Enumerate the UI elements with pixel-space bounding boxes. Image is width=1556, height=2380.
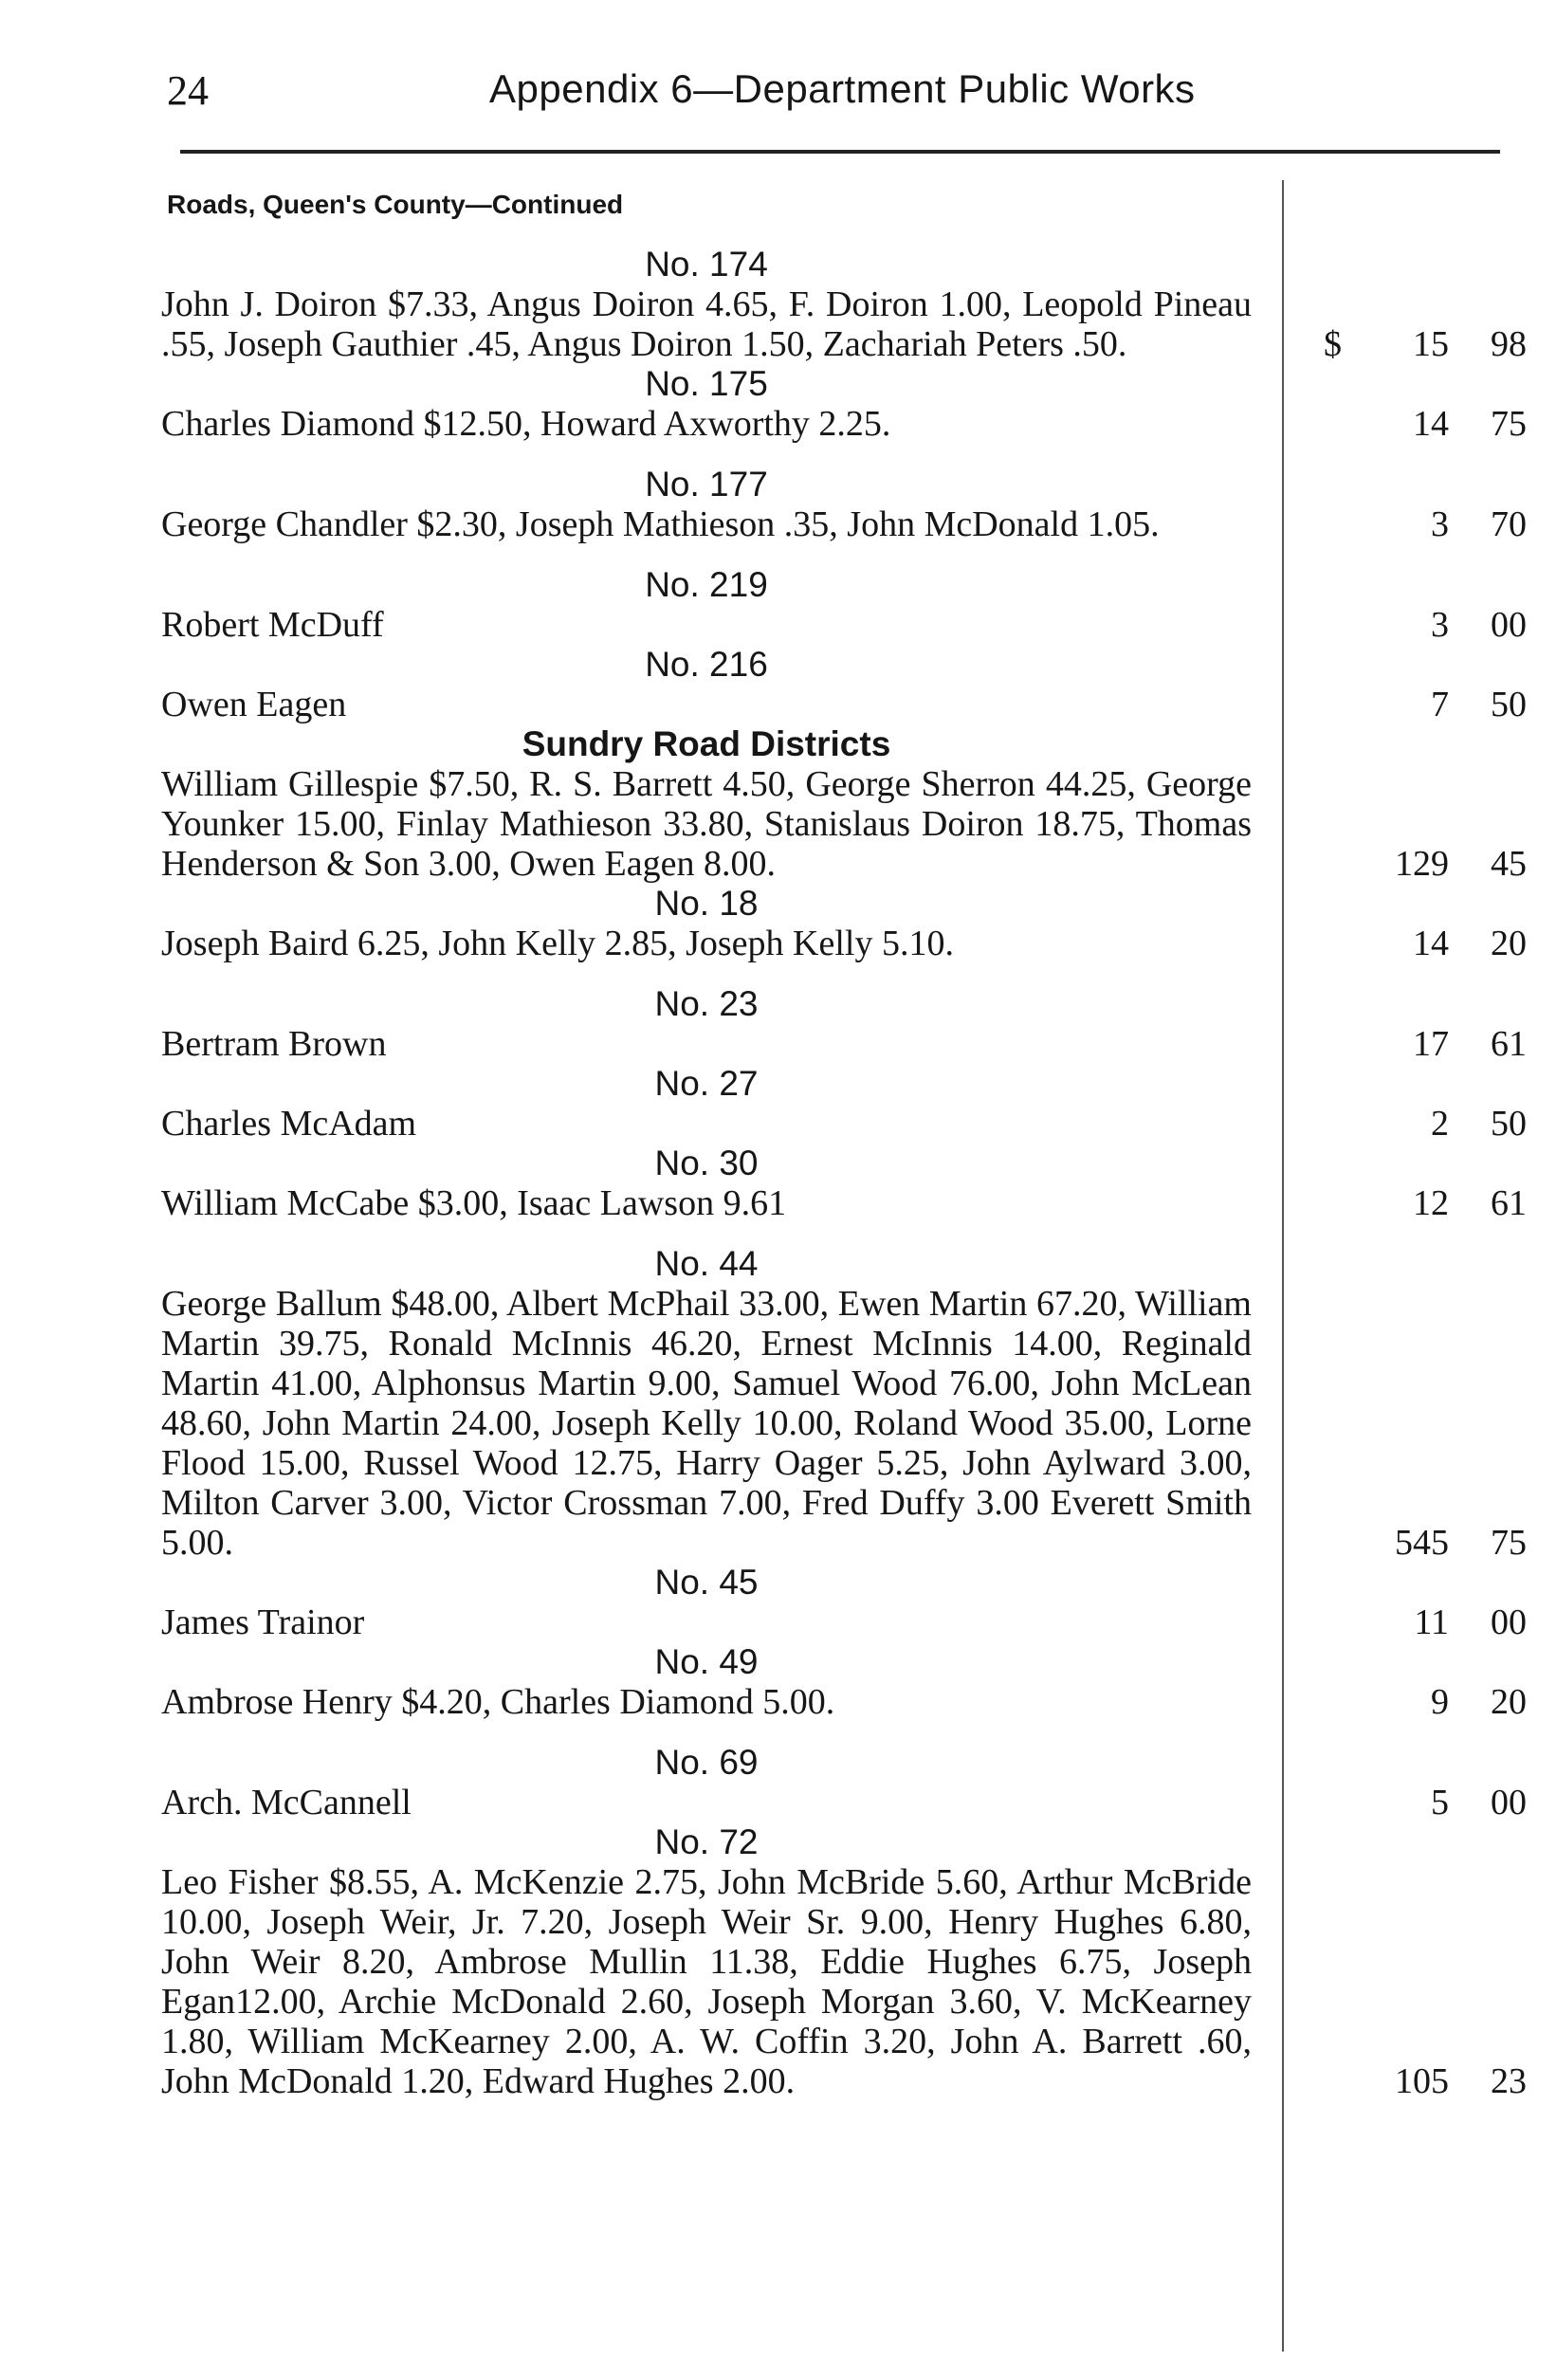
entry-heading: No. 216	[645, 645, 768, 684]
amount-cents: 00	[1491, 1602, 1527, 1642]
entry-gap	[161, 544, 1527, 565]
amount-cents: 61	[1491, 1024, 1527, 1064]
entry-body	[161, 1862, 1527, 2101]
entry-heading: No. 175	[645, 364, 768, 403]
amount-dollars: 17	[1413, 1024, 1449, 1064]
entry-text: John J. Doiron $7.33, Angus Doiron 4.65, F. Doiron 1.00, Leopold Pineau .55, Joseph Gauthier .45, Angus Doiron 1.50, Zachariah Peters .50.	[161, 284, 1252, 364]
entry-heading: No. 23	[654, 984, 759, 1023]
entry-text: Owen Eagen	[161, 685, 347, 724]
entry-gap	[161, 963, 1527, 984]
entry-body	[161, 1783, 1527, 1822]
amount-dollars: 2	[1431, 1104, 1449, 1144]
amount-dollars: 3	[1431, 504, 1449, 544]
road-entry	[161, 1144, 1527, 1223]
amount-dollars: 12	[1413, 1183, 1449, 1223]
entry-text: Joseph Baird 6.25, John Kelly 2.85, Joseph Kelly 5.10.	[161, 924, 954, 963]
entry-text: Charles Diamond $12.50, Howard Axworthy 2.25.	[161, 404, 891, 444]
header-rule	[180, 150, 1500, 154]
amount-dollars: 14	[1413, 924, 1449, 963]
amount-cents: 75	[1491, 1523, 1527, 1563]
entry-text: Charles McAdam	[161, 1104, 417, 1144]
entry-body	[161, 1104, 1527, 1144]
road-entry	[161, 984, 1527, 1064]
entry-gap	[161, 444, 1527, 465]
currency-sign: $	[1324, 324, 1342, 364]
entry-heading: No. 30	[654, 1144, 759, 1182]
entry-text: Robert McDuff	[161, 605, 384, 645]
amount-dollars: 15	[1413, 324, 1449, 364]
entry-text: Bertram Brown	[161, 1024, 387, 1064]
road-entry	[161, 724, 1527, 884]
entry-body	[161, 924, 1527, 963]
entry-body	[161, 1284, 1527, 1563]
running-head: Appendix 6—Department Public Works	[489, 66, 1196, 111]
entry-heading: No. 45	[654, 1563, 759, 1602]
amount-cents: 23	[1491, 2061, 1527, 2101]
road-entry	[161, 1563, 1527, 1642]
entry-body	[161, 1183, 1527, 1223]
entry-heading: No. 174	[645, 245, 768, 284]
road-entry	[161, 1642, 1527, 1722]
amount-dollars: 3	[1431, 605, 1449, 645]
entry-text: George Ballum $48.00, Albert McPhail 33.00, Ewen Martin 67.20, William Martin 39.75, Ronald McInnis 46.20, Ernest McInnis 14.00, Reginald Martin 41.00, Alphonsus Martin 9.00, Samuel Wood 76.00, John McLean 48.60, John Martin 24.00, Joseph Kelly 10.00, Roland Wood 35.00, Lorne Flood 15.00, Russel Wood 12.75, Harry Oager 5.25, John Aylward 3.00, Milton Carver 3.00, Victor Crossman 7.00, Fred Duffy 3.00 Everett Smith 5.00.	[161, 1284, 1252, 1563]
entry-text: Ambrose Henry $4.20, Charles Diamond 5.00.	[161, 1682, 835, 1722]
page-number: 24	[167, 67, 209, 114]
entry-body	[161, 685, 1527, 724]
road-entry	[161, 465, 1527, 544]
amount-dollars: 105	[1395, 2061, 1449, 2101]
road-entry	[161, 1743, 1527, 1822]
entry-text: William Gillespie $7.50, R. S. Barrett 4.50, George Sherron 44.25, George Younker 15.00, Finlay Mathieson 33.80, Stanislaus Doiron 18.75, Thomas Henderson & Son 3.00, Owen Eagen 8.00.	[161, 764, 1252, 884]
amount-cents: 00	[1491, 1783, 1527, 1822]
entry-heading: No. 44	[654, 1244, 759, 1283]
entry-heading: Sundry Road Districts	[522, 724, 891, 763]
entry-heading: No. 49	[654, 1642, 759, 1681]
entry-heading: No. 18	[654, 884, 759, 923]
amount-cents: 50	[1491, 1104, 1527, 1144]
entries-list	[161, 245, 1527, 2101]
entry-heading: No. 177	[645, 465, 768, 503]
entry-heading: No. 72	[654, 1822, 759, 1861]
amount-cents: 70	[1491, 504, 1527, 544]
entry-gap	[161, 1722, 1527, 1743]
amount-cents: 00	[1491, 605, 1527, 645]
amount-dollars: 545	[1395, 1523, 1449, 1563]
amount-dollars: 7	[1431, 685, 1449, 724]
page-header	[0, 66, 1556, 133]
entry-heading: No. 69	[654, 1743, 759, 1782]
entry-gap	[161, 1223, 1527, 1244]
entry-heading: No. 27	[654, 1064, 759, 1103]
amount-dollars: 14	[1413, 404, 1449, 444]
road-entry	[161, 565, 1527, 645]
amount-cents: 61	[1491, 1183, 1527, 1223]
entry-body	[161, 404, 1527, 444]
amount-dollars: 5	[1431, 1783, 1449, 1822]
road-entry	[161, 364, 1527, 444]
road-entry	[161, 1822, 1527, 2101]
entry-body	[161, 1602, 1527, 1642]
road-entry	[161, 245, 1527, 364]
entry-body	[161, 1682, 1527, 1722]
amount-dollars: 129	[1395, 844, 1449, 884]
road-entry	[161, 645, 1527, 724]
amount-dollars: 11	[1414, 1602, 1449, 1642]
amount-cents: 20	[1491, 1682, 1527, 1722]
entry-text: James Trainor	[161, 1602, 365, 1642]
road-entry	[161, 1064, 1527, 1144]
amount-cents: 98	[1491, 324, 1527, 364]
amount-cents: 50	[1491, 685, 1527, 724]
road-entry	[161, 884, 1527, 963]
entry-text: Arch. McCannell	[161, 1783, 412, 1822]
entry-text: Leo Fisher $8.55, A. McKenzie 2.75, John McBride 5.60, Arthur McBride 10.00, Joseph Weir, Jr. 7.20, Joseph Weir Sr. 9.00, Henry Hughes 6.80, John Weir 8.20, Ambrose Mullin 11.38, Eddie Hughes 6.75, Joseph Egan12.00, Archie McDonald 2.60, Joseph Morgan 3.60, V. McKearney 1.80, William McKearney 2.00, A. W. Coffin 3.20, John A. Barrett .60, John McDonald 1.20, Edward Hughes 2.00.	[161, 1862, 1252, 2101]
entry-text: William McCabe $3.00, Isaac Lawson 9.61	[161, 1183, 787, 1223]
road-entry	[161, 1244, 1527, 1563]
amount-cents: 45	[1491, 844, 1527, 884]
entry-body	[161, 605, 1527, 645]
amount-cents: 75	[1491, 404, 1527, 444]
entry-body	[161, 504, 1527, 544]
section-title: Roads, Queen's County—Continued	[167, 190, 624, 219]
entry-body	[161, 1024, 1527, 1064]
amount-cents: 20	[1491, 924, 1527, 963]
entry-body	[161, 764, 1527, 884]
entry-heading: No. 219	[645, 565, 768, 604]
entry-body	[161, 284, 1527, 364]
entry-text: George Chandler $2.30, Joseph Mathieson .35, John McDonald 1.05.	[161, 504, 1160, 544]
amount-dollars: 9	[1431, 1682, 1449, 1722]
